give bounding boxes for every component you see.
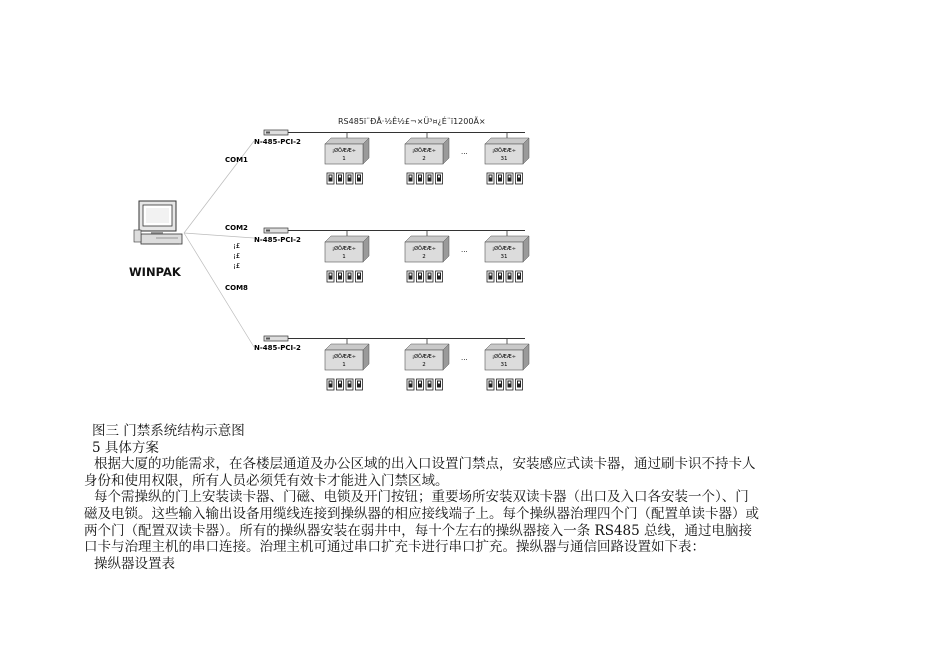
paragraph-line: 根据大厦的功能需求，在各楼层通道及办公区域的出入口设置门禁点，安装感应式读卡器，通过刷卡识不持卡人 (94, 456, 756, 473)
controller-label: ¡ØÖÆÆ÷ (332, 148, 356, 154)
controller-label: ¡ØÖÆÆ÷ (412, 148, 436, 154)
card-reader-icon (417, 379, 424, 390)
card-reader-icon (506, 271, 513, 282)
card-reader-icon (436, 173, 443, 184)
controller-label: ¡ØÖÆÆ÷ (492, 354, 516, 360)
controller-number: 2 (422, 362, 426, 368)
controller-number: 1 (342, 362, 346, 368)
controller-label: ¡ØÖÆÆ÷ (412, 246, 436, 252)
card-reader-icon (327, 173, 334, 184)
card-reader-icon (407, 173, 414, 184)
section-heading: 5 具体方案 (92, 439, 159, 456)
card-reader-icon (497, 271, 504, 282)
card-reader-icon (337, 379, 344, 390)
card-reader-icon (346, 271, 353, 282)
controller-label: ¡ØÖÆÆ÷ (332, 246, 356, 252)
controller-number: 2 (422, 156, 426, 162)
figure-caption: 图三 门禁系统结构示意图 (92, 423, 245, 439)
table-title: 操纵器设置表 (94, 555, 175, 572)
controller-label: ¡ØÖÆÆ÷ (332, 354, 356, 360)
card-reader-icon (516, 379, 523, 390)
card-reader-icon (506, 173, 513, 184)
computer-icon (134, 201, 182, 244)
card-reader-icon (407, 271, 414, 282)
controller-ellipsis: ... (461, 246, 468, 254)
card-reader-icon (356, 271, 363, 282)
card-reader-icon (497, 379, 504, 390)
card-reader-icon (487, 379, 494, 390)
interface-card-icon (264, 228, 288, 233)
controller-number: 1 (342, 254, 346, 260)
card-reader-icon (337, 271, 344, 282)
card-reader-icon (337, 173, 344, 184)
port-label-com1: COM1 (225, 156, 248, 164)
card-reader-icon (497, 173, 504, 184)
port-ellipsis: ¡£ (233, 262, 241, 270)
port-ellipsis: ¡£ (233, 242, 241, 250)
document-body (84, 423, 872, 572)
controller-label: ¡ØÖÆÆ÷ (412, 354, 436, 360)
card-reader-icon (516, 271, 523, 282)
card-reader-icon (487, 271, 494, 282)
controller-ellipsis: ... (461, 354, 468, 362)
bus-group (254, 336, 529, 390)
controller-number: 31 (500, 362, 508, 368)
card-reader-icon (506, 379, 513, 390)
card-reader-icon (426, 173, 433, 184)
card-reader-icon (417, 271, 424, 282)
card-reader-icon (346, 173, 353, 184)
paragraph-line: 每个需操纵的门上安装读卡器、门磁、电锁及开门按钮；重要场所安装双读卡器（出口及入口各安装一个）、门 (94, 489, 749, 506)
controller-number: 1 (342, 156, 346, 162)
computer-label: WINPAK (129, 265, 181, 279)
port-label-com8: COM8 (225, 284, 248, 292)
paragraph-line: 两个门（配置双读卡器）。所有的操纵器安装在弱井中，每十个左右的操纵器接入一条 RS485 总线，通过电脑接 (84, 522, 753, 539)
controller-label: ¡ØÖÆÆ÷ (492, 246, 516, 252)
card-reader-icon (327, 271, 334, 282)
card-reader-icon (487, 173, 494, 184)
card-reader-icon (356, 379, 363, 390)
card-reader-icon (436, 379, 443, 390)
port-label-com2: COM2 (225, 224, 248, 232)
paragraph-line: 身份和使用权限，所有人员必须凭有效卡才能进入门禁区域。 (84, 472, 449, 489)
card-reader-icon (516, 173, 523, 184)
controller-number: 2 (422, 254, 426, 260)
card-reader-icon (327, 379, 334, 390)
interface-card-icon (264, 336, 288, 341)
bus-group (254, 228, 529, 282)
card-reader-icon (426, 379, 433, 390)
card-reader-icon (417, 173, 424, 184)
card-reader-icon (436, 271, 443, 282)
controller-ellipsis: ... (461, 148, 468, 156)
controller-number: 31 (500, 156, 508, 162)
interface-card-label: N-485-PCI-2 (254, 344, 301, 352)
card-reader-icon (426, 271, 433, 282)
paragraph-line: 口卡与治理主机的串口连接。治理主机可通过串口扩充卡进行串口扩充。操纵器与通信回路设置如下表： (84, 539, 705, 556)
interface-card-label: N-485-PCI-2 (254, 236, 301, 244)
card-reader-icon (356, 173, 363, 184)
paragraph-line: 磁及电锁。这些输入输出设备用缆线连接到操纵器的相应接线端子上。每个操纵器治理四个门（配置单读卡器）或 (84, 505, 759, 522)
interface-card-icon (264, 130, 288, 135)
controller-label: ¡ØÖÆÆ÷ (492, 148, 516, 154)
bus-group (254, 130, 529, 184)
port-ellipsis: ¡£ (233, 252, 241, 260)
controller-number: 31 (500, 254, 508, 260)
card-reader-icon (346, 379, 353, 390)
interface-card-label: N-485-PCI-2 (254, 138, 301, 146)
bus-label: RS485ï¨ÐÅ·½Ê½£¬×Ü³¤¿É¨ï1200Ã× (338, 117, 486, 126)
card-reader-icon (407, 379, 414, 390)
